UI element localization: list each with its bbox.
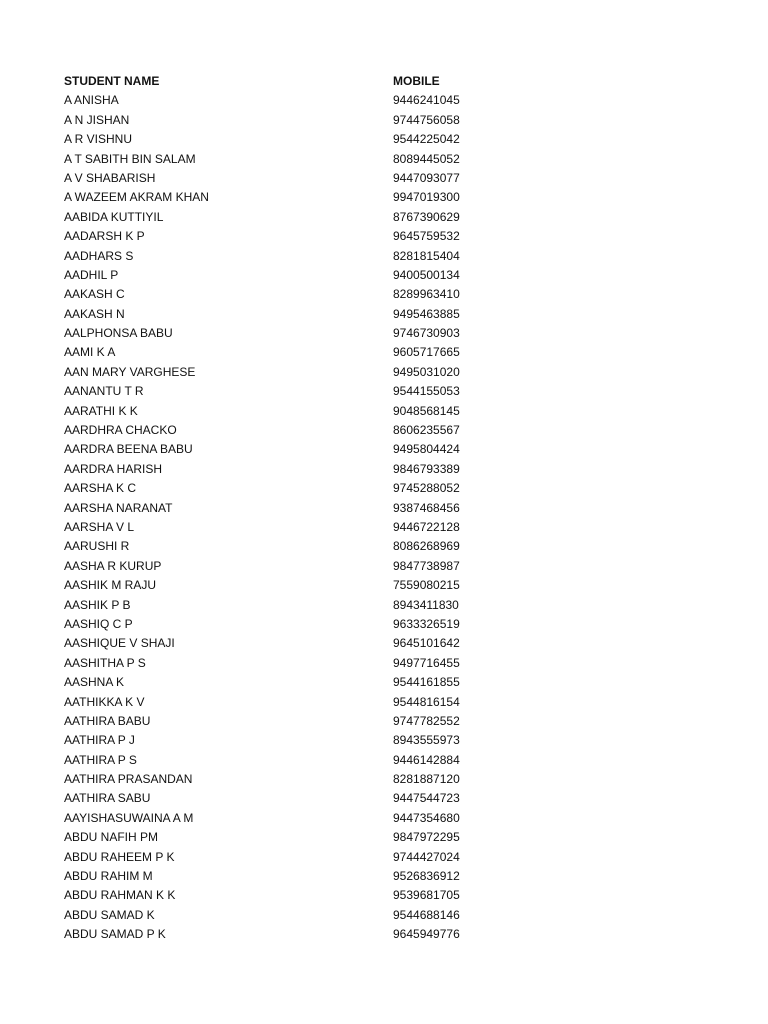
mobile-number-cell: 8281887120 — [393, 772, 460, 787]
table-row — [64, 867, 484, 886]
student-name-cell: AARDRA HARISH — [64, 461, 163, 476]
table-row — [64, 130, 484, 149]
student-name-cell: A T SABITH BIN SALAM — [64, 151, 196, 166]
student-name-cell: ABDU RAHEEM P K — [64, 849, 175, 864]
student-name-cell: AADARSH K P — [64, 229, 145, 244]
table-row — [64, 440, 484, 459]
student-name-cell: AARSHA K C — [64, 481, 137, 496]
table-row — [64, 634, 484, 653]
student-name-cell: A R VISHNU — [64, 132, 133, 147]
table-row — [64, 537, 484, 556]
table-row — [64, 848, 484, 867]
student-name-cell: AASHIQ C P — [64, 616, 133, 631]
student-name-cell: AAKASH C — [64, 287, 125, 302]
student-name-cell: AATHIKKA K V — [64, 694, 145, 709]
table-row — [64, 343, 484, 362]
student-name-cell: AARUSHI R — [64, 539, 130, 554]
mobile-number-cell: 9544688146 — [393, 907, 460, 922]
student-name-cell: AABIDA KUTTIYIL — [64, 209, 164, 224]
mobile-number-cell: 8943411830 — [393, 597, 459, 612]
student-name-cell: ABDU SAMAD K — [64, 907, 155, 922]
student-name-cell: AAYISHASUWAINA A M — [64, 810, 194, 825]
table-row — [64, 518, 484, 537]
mobile-number-cell: 9645101642 — [393, 636, 460, 651]
mobile-number-cell: 9847738987 — [393, 558, 460, 573]
student-name-cell: AAN MARY VARGHESE — [64, 364, 196, 379]
table-row — [64, 828, 484, 847]
mobile-number-cell: 9495804424 — [393, 442, 460, 457]
student-name-cell: A WAZEEM AKRAM KHAN — [64, 190, 209, 205]
student-name-cell: AAKASH N — [64, 306, 125, 321]
table-row — [64, 731, 484, 750]
table-row — [64, 712, 484, 731]
mobile-number-cell: 9747782552 — [393, 713, 460, 728]
mobile-number-cell: 9495463885 — [393, 306, 460, 321]
mobile-number-cell: 9497716455 — [393, 655, 460, 670]
student-name-cell: AARDHRA CHACKO — [64, 423, 177, 438]
mobile-number-cell: 8289963410 — [393, 287, 460, 302]
mobile-number-cell: 9746730903 — [393, 326, 460, 341]
table-row — [64, 227, 484, 246]
student-name-cell: A ANISHA — [64, 93, 119, 108]
table-row — [64, 111, 484, 130]
mobile-number-cell: 9846793389 — [393, 461, 460, 476]
table-row — [64, 596, 484, 615]
student-name-cell: AADHARS S — [64, 248, 134, 263]
mobile-number-cell: 9544155053 — [393, 384, 460, 399]
student-name-cell: AATHIRA SABU — [64, 791, 151, 806]
mobile-number-cell: 9544816154 — [393, 694, 460, 709]
student-name-cell: AALPHONSA BABU — [64, 326, 173, 341]
student-name-cell: AATHIRA BABU — [64, 713, 151, 728]
table-row — [64, 266, 484, 285]
mobile-number-cell: 9544161855 — [393, 675, 460, 690]
table-header-row — [64, 72, 484, 91]
table-row — [64, 169, 484, 188]
mobile-number-cell: 9446722128 — [393, 519, 460, 534]
table-row — [64, 557, 484, 576]
mobile-number-cell: 9745288052 — [393, 481, 460, 496]
student-name-cell: AARDRA BEENA BABU — [64, 442, 193, 457]
student-name-cell: ABDU SAMAD P K — [64, 927, 166, 942]
student-name-cell: AARSHA V L — [64, 519, 135, 534]
student-name-cell: AASHNA K — [64, 675, 125, 690]
table-row — [64, 886, 484, 905]
table-row — [64, 208, 484, 227]
student-name-cell: AANANTU T R — [64, 384, 144, 399]
student-name-cell: AADHIL P — [64, 267, 119, 282]
table-row — [64, 150, 484, 169]
student-name-cell: AATHIRA P J — [64, 733, 135, 748]
student-name-cell: ABDU RAHMAN K K — [64, 888, 176, 903]
student-name-cell: ABDU RAHIM M — [64, 869, 153, 884]
mobile-number-cell: 9744756058 — [393, 112, 460, 127]
mobile-number-cell: 8606235567 — [393, 423, 460, 438]
table-row — [64, 789, 484, 808]
student-name-cell: AASHIK P B — [64, 597, 131, 612]
mobile-number-cell: 9447093077 — [393, 170, 460, 185]
table-row — [64, 809, 484, 828]
mobile-number-cell: 9446241045 — [393, 93, 460, 108]
mobile-number-cell: 8089445052 — [393, 151, 460, 166]
student-name-cell: AASHA R KURUP — [64, 558, 162, 573]
table-row — [64, 382, 484, 401]
mobile-number-cell: 9526836912 — [393, 869, 460, 884]
mobile-number-cell: 9387468456 — [393, 500, 460, 515]
table-row — [64, 363, 484, 382]
student-name-cell: AARSHA NARANAT — [64, 500, 173, 515]
table-row — [64, 460, 484, 479]
mobile-number-cell: 9539681705 — [393, 888, 460, 903]
table-row — [64, 673, 484, 692]
student-name-cell: AARATHI K K — [64, 403, 138, 418]
column-header-mobile: MOBILE — [393, 74, 440, 88]
table-row — [64, 247, 484, 266]
mobile-number-cell: 9544225042 — [393, 132, 460, 147]
mobile-number-cell: 8943555973 — [393, 733, 460, 748]
mobile-number-cell: 9495031020 — [393, 364, 460, 379]
table-row — [64, 188, 484, 207]
mobile-number-cell: 9446142884 — [393, 752, 460, 767]
mobile-number-cell: 9447354680 — [393, 810, 460, 825]
table-row — [64, 925, 484, 944]
mobile-number-cell: 8281815404 — [393, 248, 460, 263]
student-name-cell: AATHIRA P S — [64, 752, 137, 767]
table-row — [64, 499, 484, 518]
mobile-number-cell: 9400500134 — [393, 267, 460, 282]
student-name-cell: AASHIK M RAJU — [64, 578, 157, 593]
mobile-number-cell: 9947019300 — [393, 190, 460, 205]
student-name-cell: AASHITHA P S — [64, 655, 146, 670]
mobile-number-cell: 9447544723 — [393, 791, 460, 806]
table-row — [64, 770, 484, 789]
column-header-student-name: STUDENT NAME — [64, 74, 160, 88]
table-row — [64, 479, 484, 498]
table-row — [64, 402, 484, 421]
table-row — [64, 305, 484, 324]
table-row — [64, 91, 484, 110]
student-name-cell: A V SHABARISH — [64, 170, 156, 185]
student-name-cell: AATHIRA PRASANDAN — [64, 772, 193, 787]
table-row — [64, 576, 484, 595]
table-row — [64, 654, 484, 673]
mobile-number-cell: 9605717665 — [393, 345, 460, 360]
table-row — [64, 285, 484, 304]
mobile-number-cell: 8086268969 — [393, 539, 460, 554]
table-row — [64, 324, 484, 343]
table-row — [64, 751, 484, 770]
mobile-number-cell: 9633326519 — [393, 616, 460, 631]
table-row — [64, 421, 484, 440]
student-name-cell: A N JISHAN — [64, 112, 130, 127]
student-name-cell: ABDU NAFIH PM — [64, 830, 159, 845]
student-name-cell: AAMI K A — [64, 345, 116, 360]
table-row — [64, 906, 484, 925]
table-body — [64, 91, 484, 944]
student-table — [64, 72, 484, 945]
mobile-number-cell: 7559080215 — [393, 578, 460, 593]
mobile-number-cell: 9645759532 — [393, 229, 460, 244]
mobile-number-cell: 9048568145 — [393, 403, 460, 418]
table-row — [64, 615, 484, 634]
student-name-cell: AASHIQUE V SHAJI — [64, 636, 175, 651]
mobile-number-cell: 9744427024 — [393, 849, 460, 864]
mobile-number-cell: 9847972295 — [393, 830, 460, 845]
mobile-number-cell: 9645949776 — [393, 927, 460, 942]
table-row — [64, 693, 484, 712]
mobile-number-cell: 8767390629 — [393, 209, 460, 224]
